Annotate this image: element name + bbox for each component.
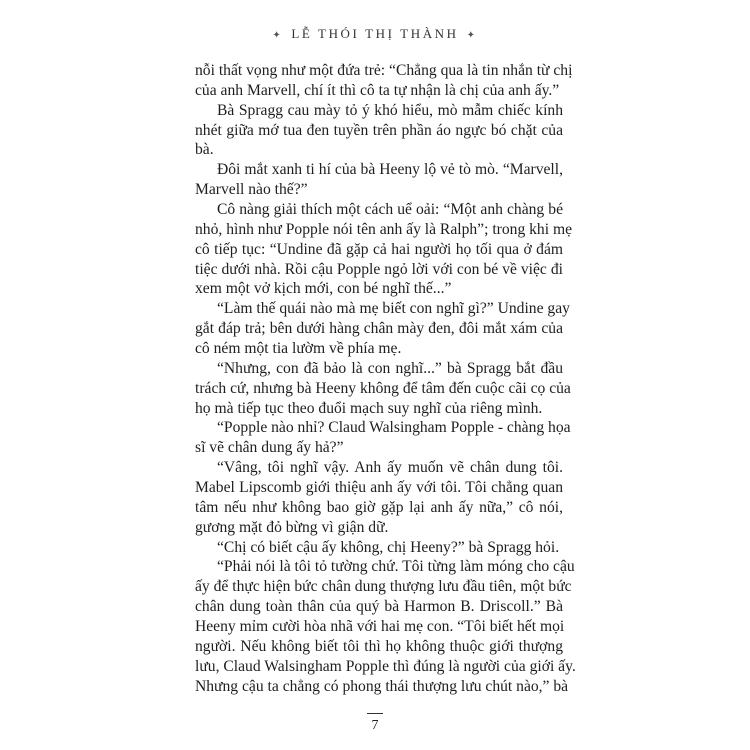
paragraph	[195, 160, 563, 200]
text-line: cô ném một tia lườm về phía mẹ.	[195, 340, 402, 358]
paragraph	[195, 101, 563, 161]
paragraph	[195, 538, 563, 558]
body-text	[195, 61, 576, 697]
text-line: “Phải nói là tôi tỏ tường chứ. Tôi từng làm móng cho cậu	[217, 558, 575, 576]
text-line: sĩ vẽ chân dung ấy hả?”	[195, 439, 344, 457]
text-line: Nhưng cậu ta chẳng có phong thái thượng lưu chút nào,” bà	[195, 677, 569, 695]
text-line: “Vâng, tôi nghĩ vậy. Anh ấy muốn vẽ chân dung tôi.	[217, 459, 563, 477]
text-line: chân dung toàn thân của quý bà Harmon B. Driscoll.” Bà	[195, 598, 563, 616]
page-number: 7	[371, 718, 379, 733]
text-line: gắt đáp trả; bên dưới hàng chân mày đen, đôi mắt xám của	[195, 320, 563, 338]
paragraph	[195, 299, 570, 359]
text-line: gương mặt đỏ bừng vì giận dữ.	[195, 518, 389, 536]
text-line: “Nhưng, con đã bảo là con nghĩ...” bà Spragg bắt đầu	[217, 359, 563, 377]
text-line: “Làm thế quái nào mà mẹ biết con nghĩ gì?” Undine gay	[217, 300, 570, 318]
text-line: bà.	[195, 141, 214, 159]
text-line: cô tiếp tục: “Undine đã gặp cả hai người họ tối qua ở đám	[195, 240, 563, 258]
text-line: họ mà tiếp tục theo đuổi mạch suy nghĩ của riêng mình.	[195, 399, 543, 417]
page-number-rule	[367, 713, 383, 714]
paragraph	[195, 200, 573, 299]
text-line: Bà Spragg cau mày tỏ ý khó hiểu, mò mẫm chiếc kính	[217, 101, 563, 119]
text-line: lưu, Claud Walsingham Popple thì đúng là người của giới ấy.	[195, 657, 576, 675]
running-header	[0, 26, 750, 42]
paragraph	[195, 61, 573, 101]
paragraph	[195, 359, 571, 419]
text-line: Cô nàng giải thích một cách uể oải: “Một anh chàng bé	[217, 201, 563, 219]
ornament-icon: ✦	[272, 30, 284, 41]
text-line: trách cứ, nhưng bà Heeny không để tâm đến cuộc cãi cọ của	[195, 379, 571, 397]
text-line: của anh Marvell, chí ít thì cô ta tự nhận là chị của anh ấy.”	[195, 81, 560, 99]
text-line: ấy để thực hiện bức chân dung thượng lưu đầu tiên, một bức	[195, 578, 572, 596]
text-line: nhét giữa mớ tua đen tuyền trên phần áo ngực bó chặt của	[195, 121, 563, 139]
ornament-icon: ✦	[466, 30, 478, 41]
text-line: Heeny mỉm cười hòa nhã với hai mẹ con. “Tôi biết hết mọi	[195, 618, 565, 636]
text-line: “Popple nào nhỉ? Claud Walsingham Popple - chàng họa	[217, 419, 571, 437]
paragraph	[195, 458, 563, 537]
paragraph	[195, 557, 576, 696]
text-line: “Chị có biết cậu ấy không, chị Heeny?” bà Spragg hỏi.	[217, 538, 560, 556]
text-line: nhỏ, hình như Popple nói tên anh ấy là Ralph”; trong khi mẹ	[195, 220, 573, 238]
text-line: tiệc dưới nhà. Rồi cậu Popple ngỏ lời với con bé về việc đi	[195, 260, 563, 278]
text-line: nỗi thất vọng như một đứa trẻ: “Chẳng qua là tin nhắn từ chị	[195, 62, 573, 79]
text-line: xem một vở kịch mới, con bé nghĩ thế...”	[195, 280, 452, 298]
paragraph	[195, 418, 571, 458]
text-line: Đôi mắt xanh ti hí của bà Heeny lộ vẻ tò mò. “Marvell,	[217, 161, 563, 179]
text-line: người. Nếu không biết tôi thì họ không thuộc giới thượng	[195, 637, 563, 655]
book-title: LỄ THÓI THỊ THÀNH	[291, 26, 459, 41]
text-line: tâm nếu như không bao giờ gặp lại anh ấy nữa,” cô nói,	[195, 498, 563, 516]
text-line: Marvell nào thế?”	[195, 181, 308, 199]
text-line: Mabel Lipscomb giới thiệu anh ấy với tôi. Tôi chẳng quan	[195, 479, 563, 497]
